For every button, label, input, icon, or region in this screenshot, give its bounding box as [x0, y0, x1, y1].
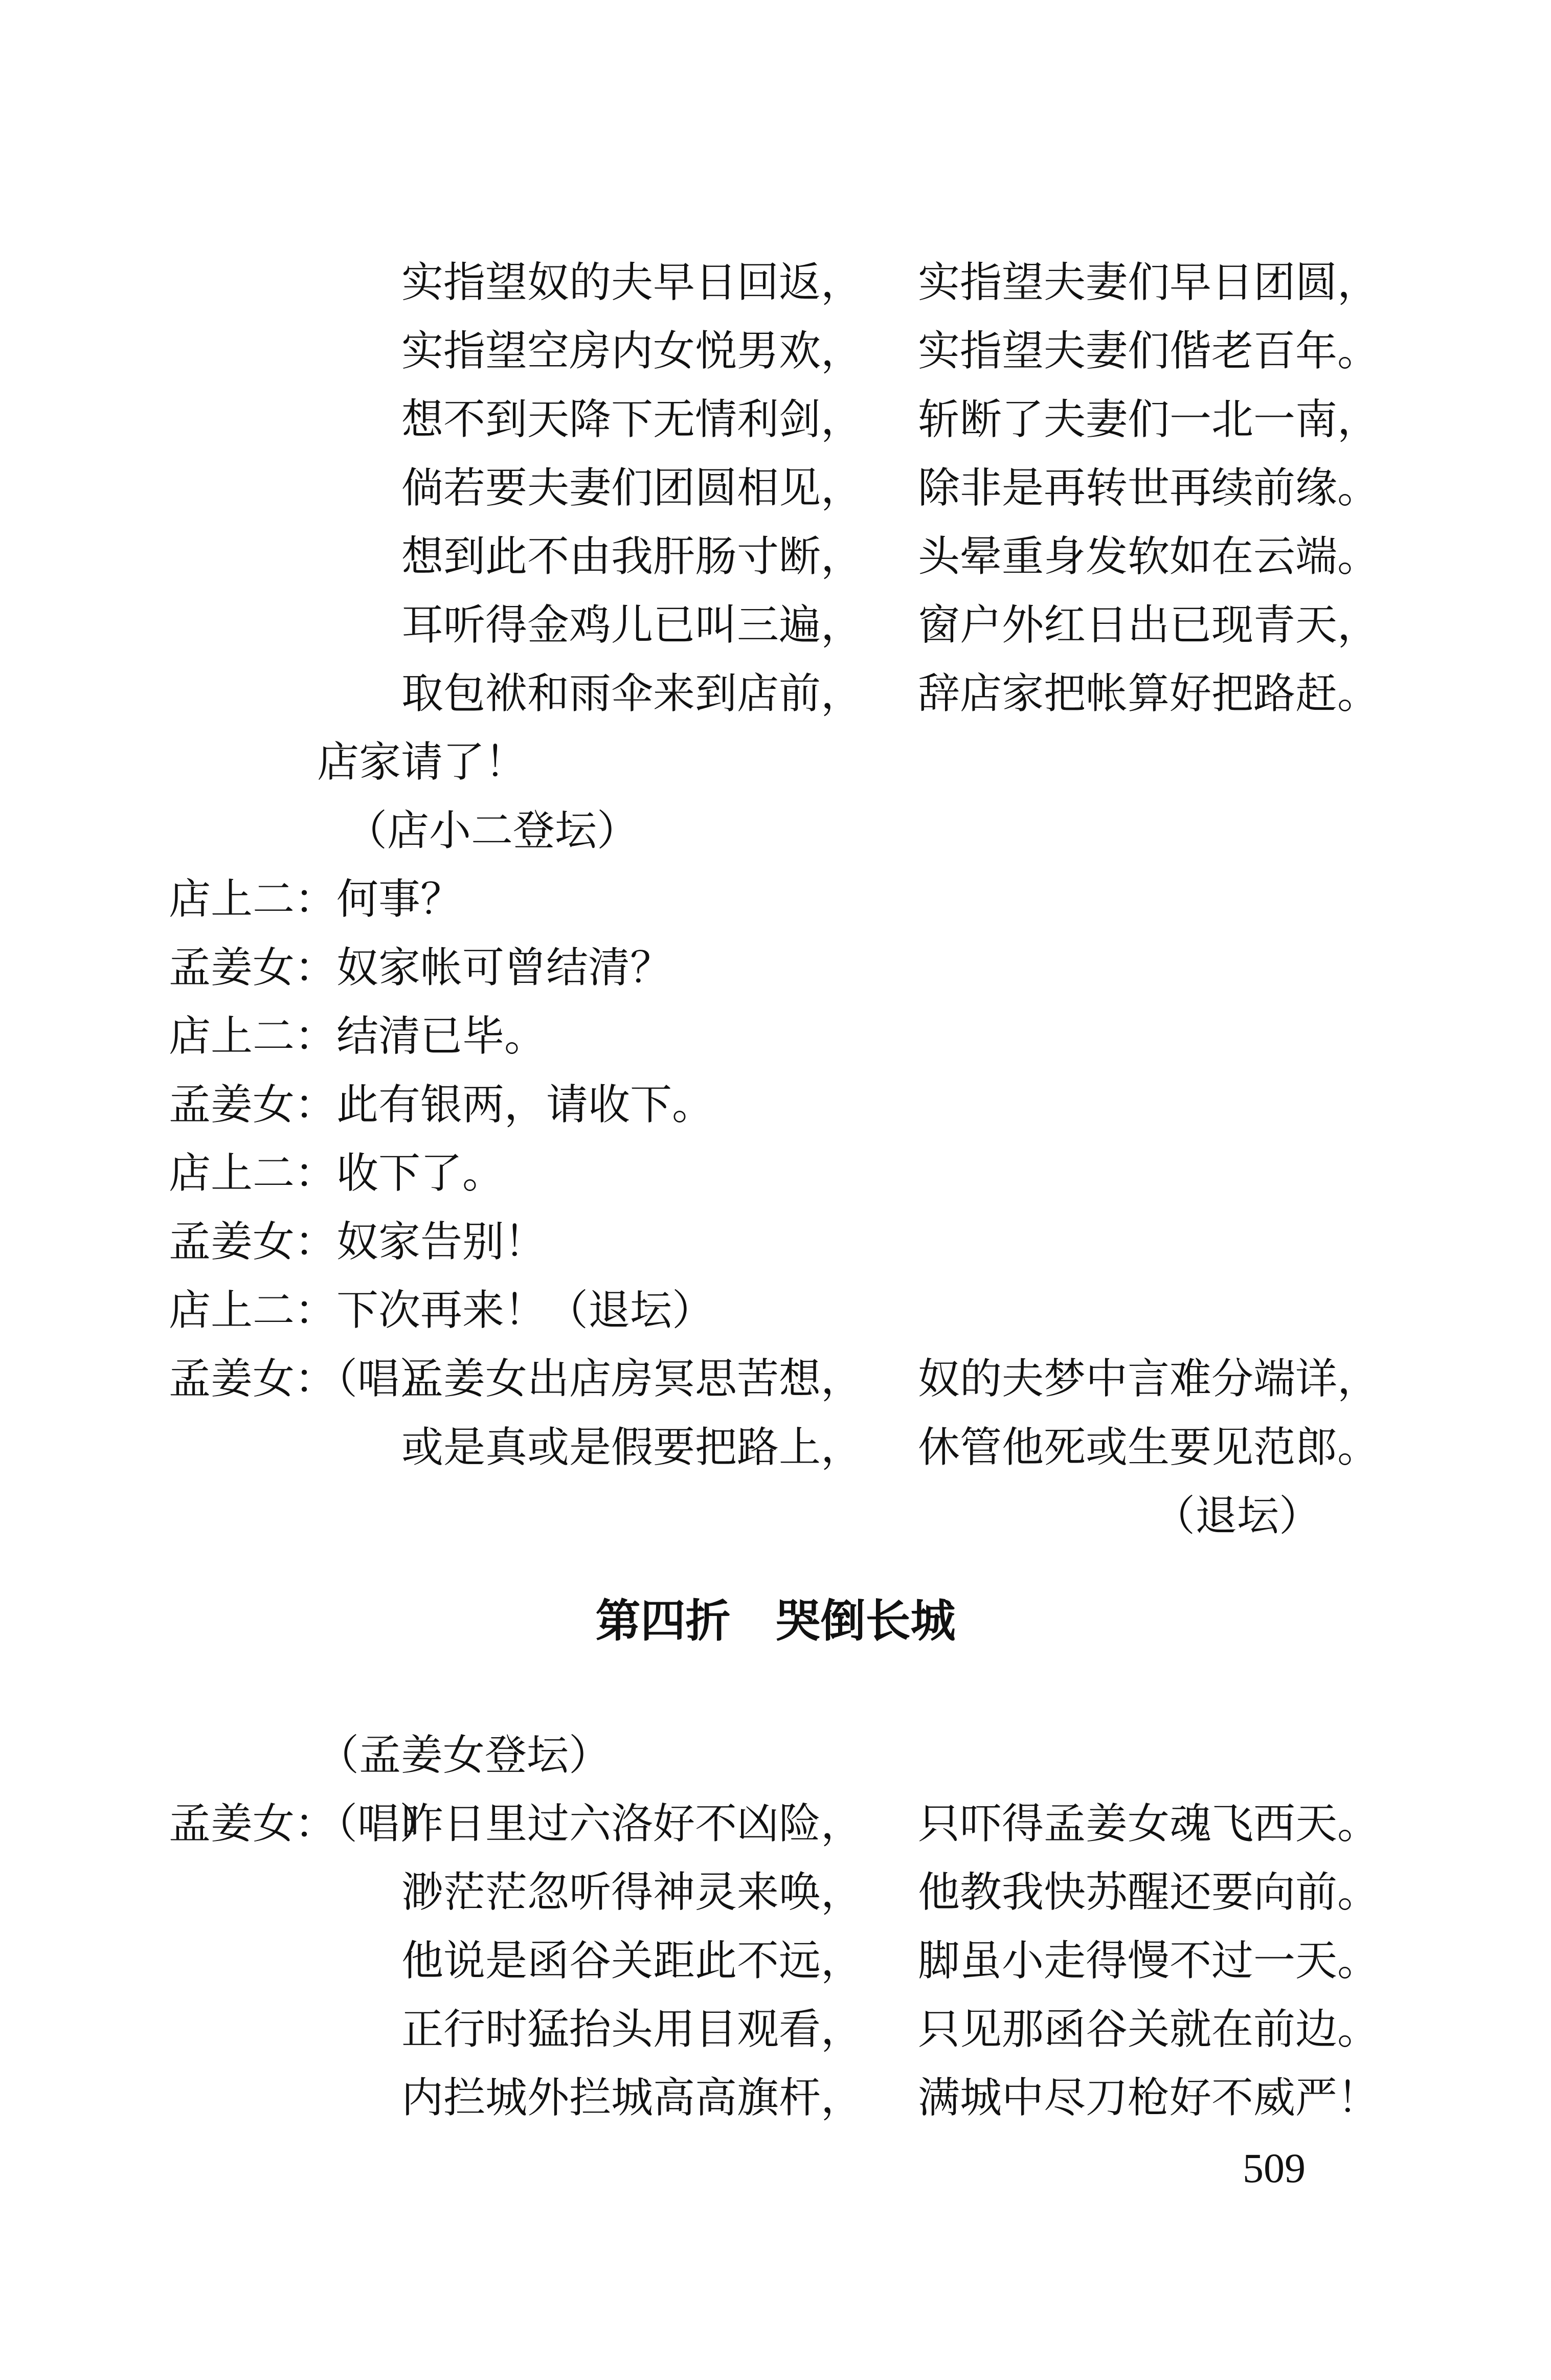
verse-right-3: 斩断了夫妻们一北一南， [918, 395, 1380, 444]
sung1-left-2: 或是真或是假要把路上， [401, 1423, 863, 1472]
verse-right-7: 辞店家把帐算好把路赶。 [918, 669, 1380, 718]
verse-right-6: 窗户外红日出已现青天， [918, 601, 1380, 649]
dialogue-line-7: 店上二：下次再来！（退坛） [169, 1286, 714, 1335]
verse-left-6: 耳听得金鸡儿已叫三遍， [401, 601, 863, 649]
verse-left-4: 倘若要夫妻们团圆相见， [401, 464, 863, 512]
sung2-left-5: 内拦城外拦城高高旗杆， [401, 2074, 863, 2122]
dialogue-line-5: 店上二：收下了。 [169, 1149, 505, 1198]
verse-right-1: 实指望夫妻们早日团圆， [918, 258, 1380, 307]
verse-left-5: 想到此不由我肝肠寸断， [401, 532, 863, 581]
dialogue-line-4: 孟姜女：此有银两，请收下。 [169, 1081, 714, 1129]
dialogue-line-6: 孟姜女：奴家告别！ [169, 1218, 547, 1266]
stage-direction-exit: （退坛） [1153, 1492, 1321, 1540]
sung2-right-2: 他教我快苏醒还要向前。 [918, 1868, 1380, 1917]
sung1-left-1: 孟姜女出店房冥思苦想， [401, 1355, 863, 1403]
section-heading: 第四折 哭倒长城 [595, 1595, 956, 1647]
sung2-left-3: 他说是函谷关距此不远， [401, 1937, 863, 1985]
sung2-right-1: 只吓得孟姜女魂飞西天。 [918, 1800, 1380, 1848]
stage-direction-1: （店小二登坛） [345, 806, 639, 855]
verse-right-4: 除非是再转世再续前缘。 [918, 464, 1380, 512]
verse-left-7: 取包袱和雨伞来到店前， [401, 669, 863, 718]
stage-direction-2: （孟姜女登坛） [317, 1731, 611, 1780]
sung-prefix-2: 孟姜女：（唱） [169, 1800, 442, 1848]
sung2-right-3: 脚虽小走得慢不过一天。 [918, 1937, 1380, 1985]
sung2-left-1: 昨日里过六洛好不凶险， [401, 1800, 863, 1848]
verse-right-5: 头晕重身发软如在云端。 [918, 532, 1380, 581]
sung1-right-2: 休管他死或生要见范郎。 [918, 1423, 1380, 1472]
verse-left-2: 实指望空房内女悦男欢， [401, 327, 863, 375]
sung1-right-1: 奴的夫梦中言难分端详， [918, 1355, 1380, 1403]
verse-left-1: 实指望奴的夫早日回返， [401, 258, 863, 307]
verse-left-3: 想不到天降下无情利剑， [401, 395, 863, 444]
dialogue-line-1: 店上二：何事？ [169, 875, 463, 924]
dialogue-line-3: 店上二：结清已毕。 [169, 1012, 547, 1061]
page-number: 509 [1243, 2145, 1306, 2191]
sung2-left-4: 正行时猛抬头用目观看， [401, 2005, 863, 2054]
call-line: 店家请了！ [317, 738, 527, 787]
sung2-right-4: 只见那函谷关就在前边。 [918, 2005, 1380, 2054]
dialogue-line-2: 孟姜女：奴家帐可曾结清？ [169, 944, 672, 992]
verse-right-2: 实指望夫妻们偕老百年。 [918, 327, 1380, 375]
sung-prefix-1: 孟姜女：（唱） [169, 1355, 442, 1403]
sung2-right-5: 满城中尽刀枪好不威严！ [918, 2074, 1380, 2122]
sung2-left-2: 渺茫茫忽听得神灵来唤， [401, 1868, 863, 1917]
